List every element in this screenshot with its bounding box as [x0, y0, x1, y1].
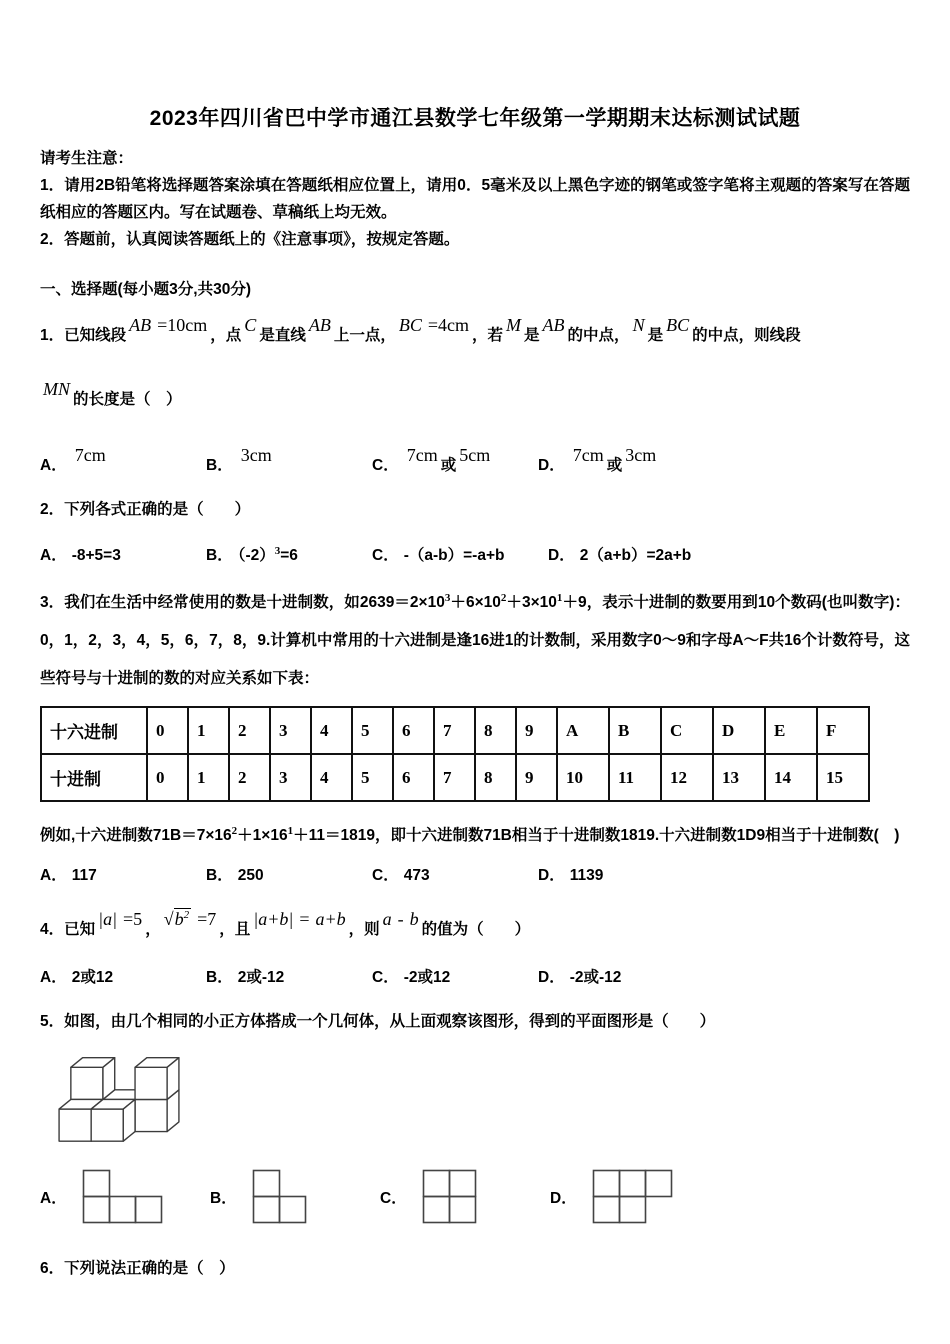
option-label: D．	[538, 867, 565, 885]
option-label: B．	[206, 457, 233, 474]
q4-options	[40, 965, 910, 987]
q3-example: 例如,十六进制数$71B=7\times 16^2+1\times 16^1+11=1819$，即十六进制数71B相当于十进制数1819.十六进制数1D9相当于十进制数( )	[40, 825, 900, 845]
option-label: A．	[40, 867, 67, 885]
cube-back-left-top	[71, 1058, 115, 1100]
q3-option-b	[206, 863, 372, 885]
notice-block	[40, 146, 910, 253]
q1-option-c	[372, 445, 538, 475]
option-content: 3cm	[240, 445, 272, 465]
hex-decimal-table	[40, 706, 870, 802]
question-1	[40, 307, 910, 475]
cube-solid-figure	[44, 1047, 194, 1154]
option-label: C．	[380, 1189, 407, 1207]
option-content: 1139	[569, 867, 604, 885]
question-2	[40, 497, 910, 565]
q3-options	[40, 863, 910, 885]
question-6	[40, 1256, 910, 1282]
q1-stem-line2: MN的长度是（ ）	[43, 379, 182, 408]
option-label: C．	[372, 867, 399, 885]
q2-option-b	[206, 543, 372, 565]
q3-option-c	[372, 863, 538, 885]
q4-option-a	[40, 965, 206, 987]
q2-options	[40, 543, 910, 565]
q3-option-a	[40, 863, 206, 885]
question-3	[40, 579, 910, 885]
option-label: C．	[372, 969, 399, 987]
q4-option-d	[538, 965, 910, 987]
q5-option-a	[40, 1169, 210, 1224]
q1-options	[40, 443, 910, 475]
option-label: B．	[206, 867, 233, 885]
option-figure-d	[592, 1169, 673, 1224]
option-content: -2或-12	[569, 969, 622, 987]
q5-option-c	[380, 1169, 550, 1224]
option-content: $(-2)^3=6$	[237, 544, 298, 564]
q2-option-c	[372, 543, 548, 565]
q4-option-b	[206, 965, 372, 987]
option-content: 2（a+b）=2a+b	[579, 547, 692, 564]
q5-stem: 5．如图，由几个相同的小正方体搭成一个几何体，从上面观察该图形，得到的平面图形是（ ）	[40, 1013, 716, 1031]
q5-option-d	[550, 1169, 720, 1224]
notice-item-1: 1．请用2B铅笔将选择题答案涂填在答题纸相应位置上，请用0．5毫米及以上黑色字迹的钢笔或签字笔将主观题的答案写在答题纸相应的答题区内。写在试题卷、草稿纸上均无效。	[40, 177, 910, 221]
q3-stem: 3．我们在生活中经常使用的数是十进制数，如$2639=2\times 10^3+6\times 10^2+3\times 10^1+9$，表示十进制的数要用到10个数码(也叫数字)：0，1，2，3，4，5，6，7，8，9.计算机中常用的十六进制是逢16进1的计数制，采用数字0～9和字母A～F共16个计数符号，这些符号与十进制的数的对应关系如下表：	[40, 592, 910, 688]
cube-front-middle	[91, 1100, 135, 1142]
option-label: D．	[538, 969, 565, 987]
notice-item-2: 2．答题前，认真阅读答题纸上的《注意事项》，按规定答题。	[40, 231, 460, 248]
option-content: 473	[403, 867, 430, 885]
q5-figure-wrap	[44, 1047, 910, 1159]
option-content: 117	[71, 867, 97, 885]
q2-stem: 2．下列各式正确的是（ ）	[40, 501, 251, 518]
option-label: B．	[206, 547, 233, 564]
option-content: 7cm	[74, 445, 106, 465]
option-label: A．	[40, 969, 67, 987]
option-label: D．	[538, 457, 565, 474]
option-content: -2或12	[403, 969, 451, 987]
option-content: 250	[237, 867, 264, 885]
q1-option-a	[40, 445, 206, 475]
option-content: 7cm或5cm	[406, 445, 491, 474]
q3-option-d	[538, 863, 910, 885]
q2-option-d	[548, 543, 910, 565]
q4-stem: 4．已知|a| =5，$√b^2 =7$，且|a+b| = a+b，则a - b的值为（ ）	[40, 909, 531, 939]
option-content: -8+5=3	[71, 547, 121, 564]
q6-stem: 6．下列说法正确的是（ ）	[40, 1260, 235, 1278]
q1-stem-line1: 1．已知线段AB =10cm，点C是直线AB上一点，BC =4cm，若M是AB的中点，N是BC的中点，则线段	[40, 315, 801, 344]
paper-title: 2023年四川省巴中学市通江县数学七年级第一学期期末达标测试试题	[149, 107, 801, 130]
q5-options	[40, 1169, 910, 1224]
notice-heading: 请考生注意：	[40, 150, 134, 167]
q2-option-a	[40, 543, 206, 565]
option-content: 2或12	[71, 969, 114, 987]
option-label: A．	[40, 547, 67, 564]
q4-option-c	[372, 965, 538, 987]
question-4	[40, 901, 910, 987]
q5-option-b	[210, 1169, 380, 1224]
q1-option-b	[206, 445, 372, 475]
option-label: C．	[372, 457, 399, 474]
question-5	[40, 1009, 910, 1224]
option-label: B．	[210, 1189, 237, 1207]
option-label: D．	[550, 1189, 577, 1207]
option-figure-b	[252, 1169, 307, 1224]
option-label: C．	[372, 547, 399, 564]
option-content: 7cm或3cm	[572, 445, 657, 474]
hex-decimal-table-body: 十六进制 0 1 2 3 4 5 6 7 8 9 A B C D E F 十进制 0 1 2 3 4 5 6 7 8 9 10 11 12 13 14 15	[41, 707, 869, 801]
section-heading: 一、选择题(每小题3分,共30分)	[40, 281, 251, 298]
option-label: D．	[548, 547, 575, 564]
option-label: A．	[40, 1189, 67, 1207]
option-figure-a	[82, 1169, 163, 1224]
option-figure-c	[422, 1169, 477, 1224]
option-label: B．	[206, 969, 233, 987]
option-content: -（a-b）=-a+b	[403, 547, 505, 564]
cube-back-right-top	[135, 1058, 179, 1100]
q1-option-d	[538, 445, 910, 475]
option-content: 2或-12	[237, 969, 285, 987]
option-label: A．	[40, 457, 67, 474]
